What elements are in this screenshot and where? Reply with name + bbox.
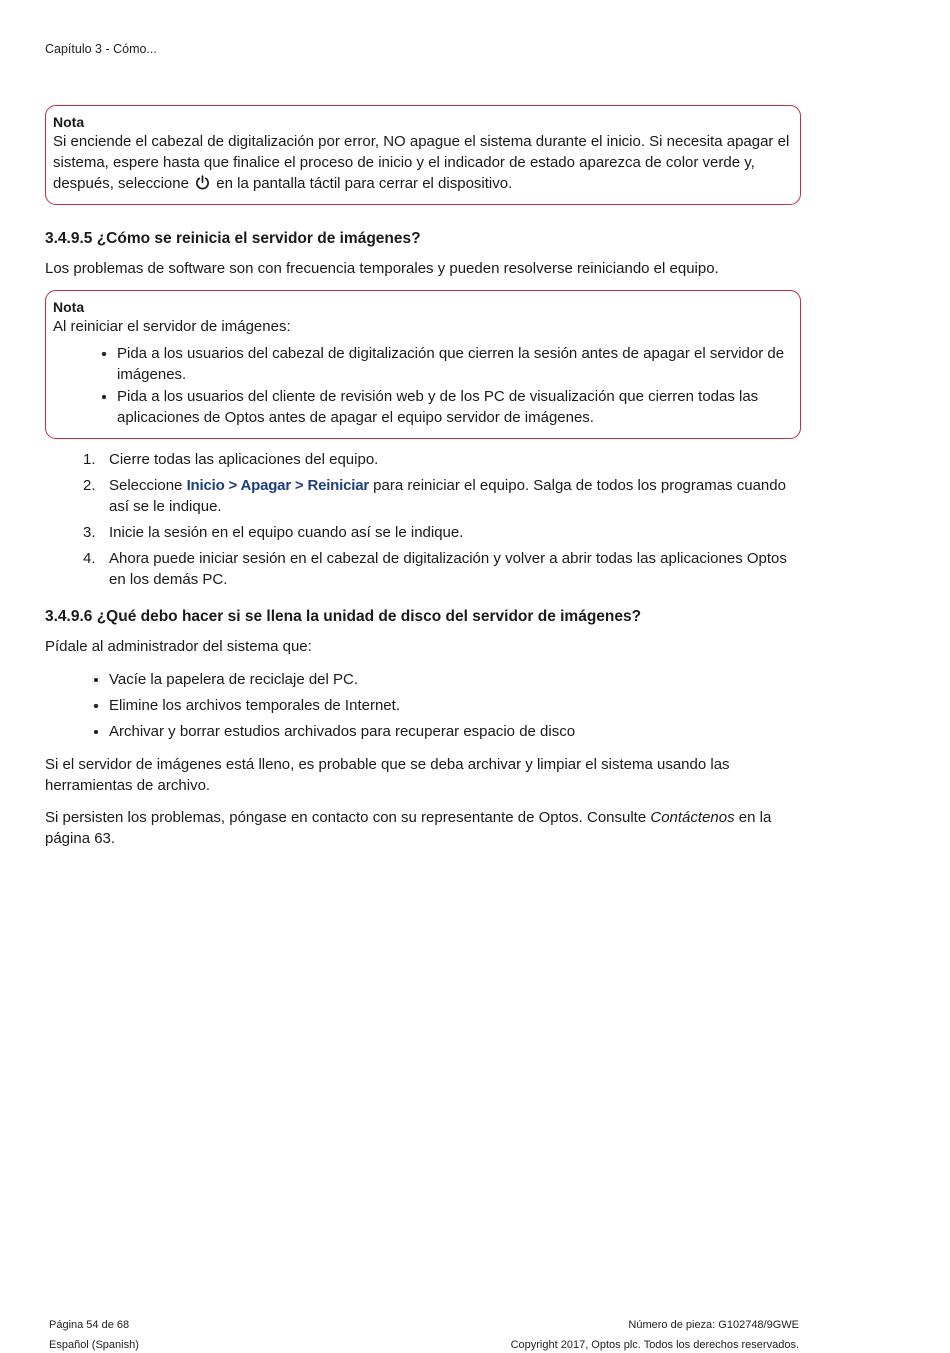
list-item: 1. Cierre todas las aplicaciones del equipo. bbox=[83, 451, 379, 468]
note-bullet-list bbox=[53, 343, 790, 428]
power-icon bbox=[195, 175, 210, 190]
list-item: 3. Inicie la sesión en el equipo cuando así se le indique. bbox=[83, 524, 464, 541]
list-item: • Pida a los usuarios del cabezal de digitalización que cierren la sesión antes de apagar el servidor de imágenes. bbox=[117, 343, 790, 385]
list-item: 4. Ahora puede iniciar sesión en el cabezal de digitalización y volver a abrir todas las aplicaciones Optos en los demás PC. bbox=[83, 550, 787, 588]
section-intro: Pídale al administrador del sistema que: bbox=[45, 638, 312, 655]
footer-language: Español (Spanish) bbox=[49, 1339, 139, 1351]
section-heading-restart-server: 3.4.9.5 ¿Cómo se reinicia el servidor de imágenes? bbox=[45, 230, 421, 247]
restart-steps-list bbox=[45, 449, 805, 595]
emphasis-no: NO bbox=[383, 133, 406, 150]
footer-part-number: Número de pieza: G102748/9GWE bbox=[628, 1319, 799, 1331]
list-item: • Vacíe la papelera de reciclaje del PC. bbox=[109, 669, 869, 690]
admin-tasks-list bbox=[45, 669, 869, 747]
section-intro: Los problemas de software son con frecuencia temporales y pueden resolverse reiniciando el equipo. bbox=[45, 260, 719, 277]
note-lead: Al reiniciar el servidor de imágenes: bbox=[53, 318, 291, 335]
note-title: Nota bbox=[53, 114, 85, 130]
list-item: • Pida a los usuarios del cliente de revisión web y de los PC de visualización que cierren todas las aplicaciones de Optos antes de apagar el equipo servidor de imágenes. bbox=[117, 386, 790, 428]
footer-copyright: Copyright 2017, Optos plc. Todos los derechos reservados. bbox=[510, 1339, 799, 1351]
paragraph-contact: Si persisten los problemas, póngase en contacto con su representante de Optos. Consulte Contáctenos en la página 63. bbox=[45, 809, 772, 847]
cross-reference-link[interactable]: Contáctenos bbox=[650, 809, 735, 826]
note-box-startup bbox=[45, 105, 801, 205]
section-heading-disk-full: 3.4.9.6 ¿Qué debo hacer si se llena la unidad de disco del servidor de imágenes? bbox=[45, 608, 642, 625]
list-item: • Archivar y borrar estudios archivados para recuperar espacio de disco bbox=[109, 721, 869, 742]
footer-page-number: Página 54 de 68 bbox=[49, 1319, 130, 1331]
note-body: Si enciende el cabezal de digitalización por error, NO apague el sistema durante el inicio. Si necesita apagar el sistema, espere hasta que finalice el proceso de inicio y el indicador de estado aparezca de color verde y, después, seleccione en la pantalla táctil para cerrar el dispositivo. bbox=[53, 133, 790, 192]
paragraph-server-full: Si el servidor de imágenes está lleno, es probable que se deba archivar y limpiar el sistema usando las herramientas de archivo. bbox=[45, 756, 730, 794]
note-title: Nota bbox=[53, 299, 85, 315]
menu-path: Inicio > Apagar > Reiniciar bbox=[186, 477, 370, 494]
list-item: • Elimine los archivos temporales de Internet. bbox=[109, 695, 869, 716]
running-header: Capítulo 3 - Cómo... bbox=[45, 42, 157, 56]
list-item: 2. Seleccione Inicio > Apagar > Reiniciar para reiniciar el equipo. Salga de todos los programas cuando así se le indique. bbox=[83, 477, 786, 515]
note-box-restart bbox=[45, 290, 801, 439]
